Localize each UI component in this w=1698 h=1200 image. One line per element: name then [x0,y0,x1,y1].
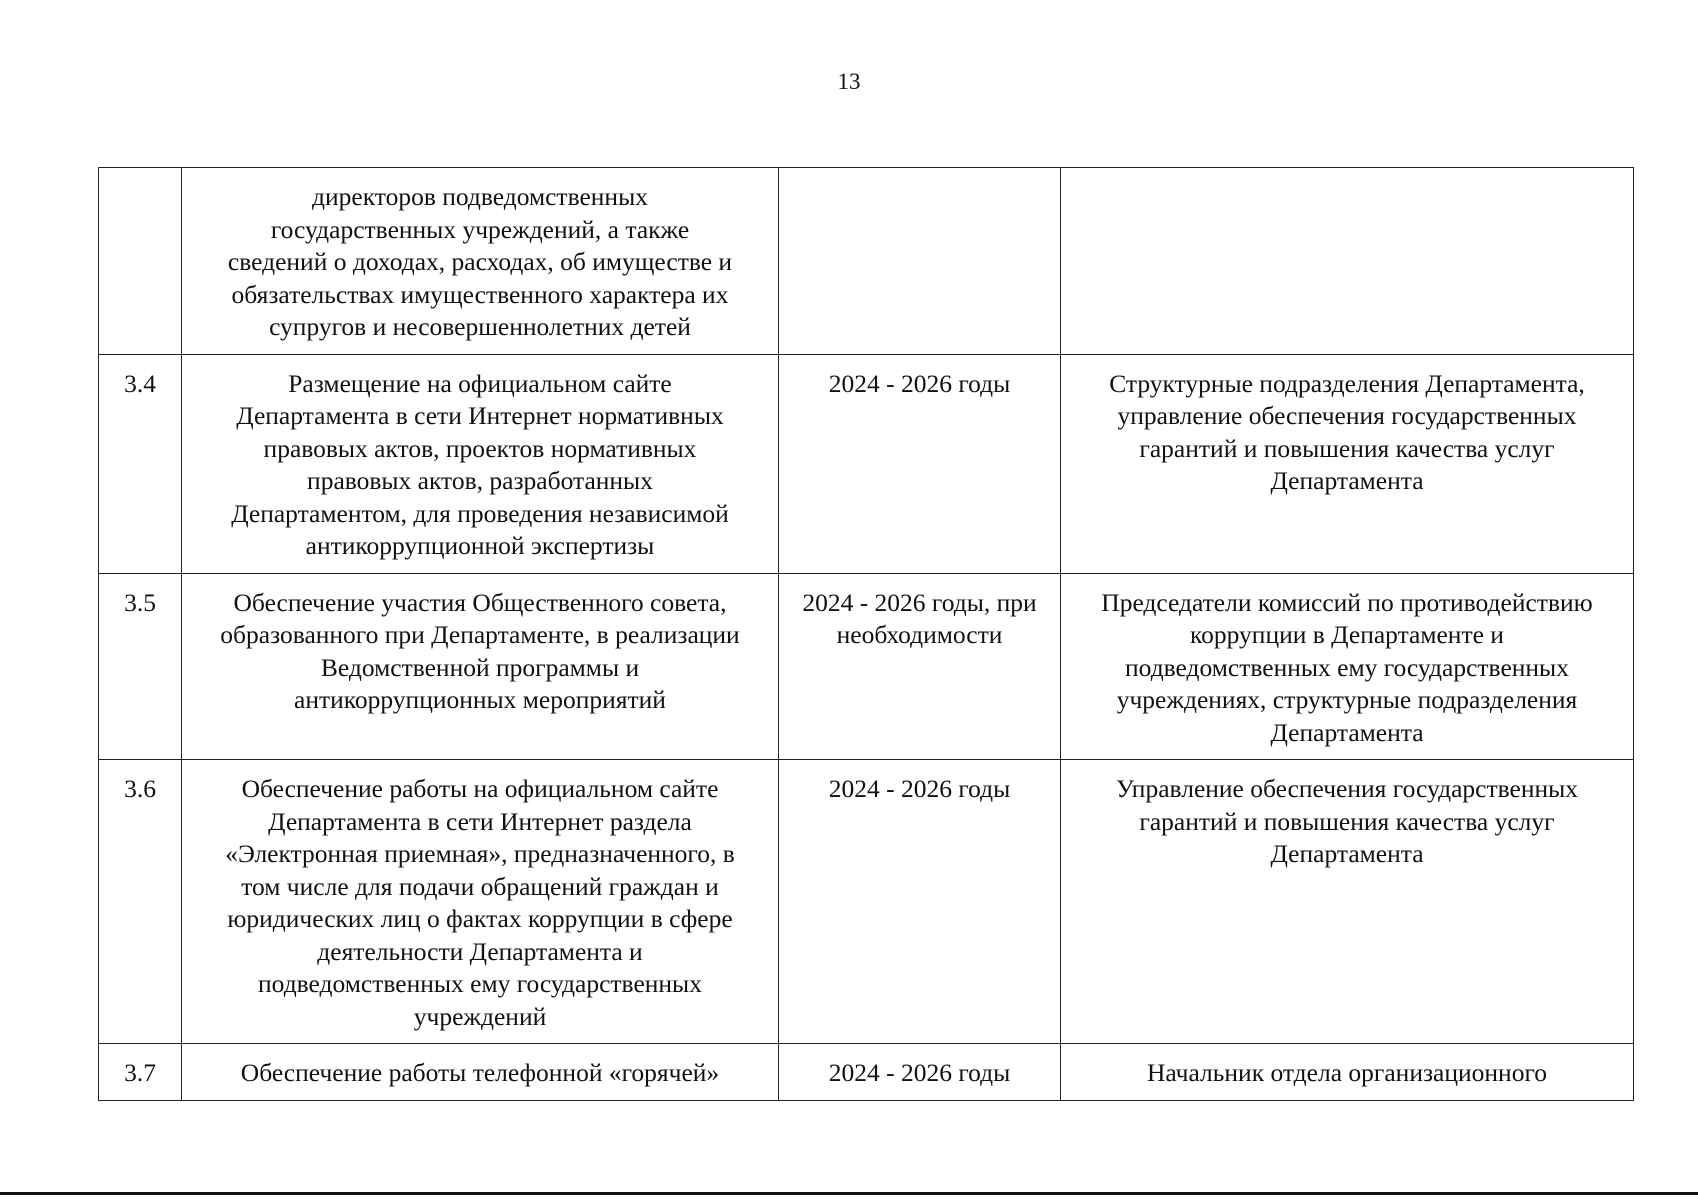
row-number [99,168,182,355]
page-number: 13 [837,69,861,94]
row-number: 3.6 [99,760,182,1044]
period-text: 2024 - 2026 годы [779,1044,1061,1101]
row-number: 3.5 [99,573,182,760]
table-row [99,168,1634,355]
period-text: 2024 - 2026 годы, при необходимости [779,573,1061,760]
table-row [99,573,1634,760]
measure-text: Обеспечение участия Общественного совета, образованного при Департаменте, в реализации Ведомственной программы и антикоррупционных мероприятий [182,573,779,760]
table-row [99,1044,1634,1101]
period-text [779,168,1061,355]
period-text: 2024 - 2026 годы [779,354,1061,573]
measure-text: директоров подведомственных государственных учреждений, а также сведений о доходах, расходах, об имуществе и обязательствах имущественного характера их супругов и несовершеннолетних детей [182,168,779,355]
row-number: 3.4 [99,354,182,573]
responsible-text: Председатели комиссий по противодействию коррупции в Департаменте и подведомственных ему государственных учреждениях, структурные подразделения Департамента [1061,573,1634,760]
responsible-text: Управление обеспечения государственных гарантий и повышения качества услуг Департамента [1061,760,1634,1044]
row-number: 3.7 [99,1044,182,1101]
responsible-text: Начальник отдела организационного [1061,1044,1634,1101]
measure-text: Обеспечение работы на официальном сайте Департамента в сети Интернет раздела «Электронная приемная», предназначенного, в том числе для подачи обращений граждан и юридических лиц о фактах коррупции в сфере деятельности Департамента и подведомственных ему государственных учреждений [182,760,779,1044]
table-row [99,760,1634,1044]
period-text: 2024 - 2026 годы [779,760,1061,1044]
responsible-text: Структурные подразделения Департамента, управление обеспечения государственных гарантий и повышения качества услуг Департамента [1061,354,1634,573]
table-row [99,354,1634,573]
measures-table [98,167,1634,1101]
measure-text: Обеспечение работы телефонной «горячей» [182,1044,779,1101]
responsible-text [1061,168,1634,355]
measure-text: Размещение на официальном сайте Департамента в сети Интернет нормативных правовых актов, проектов нормативных правовых актов, разработанных Департаментом, для проведения независимой антикоррупционной экспертизы [182,354,779,573]
bottom-divider [0,1192,1698,1195]
